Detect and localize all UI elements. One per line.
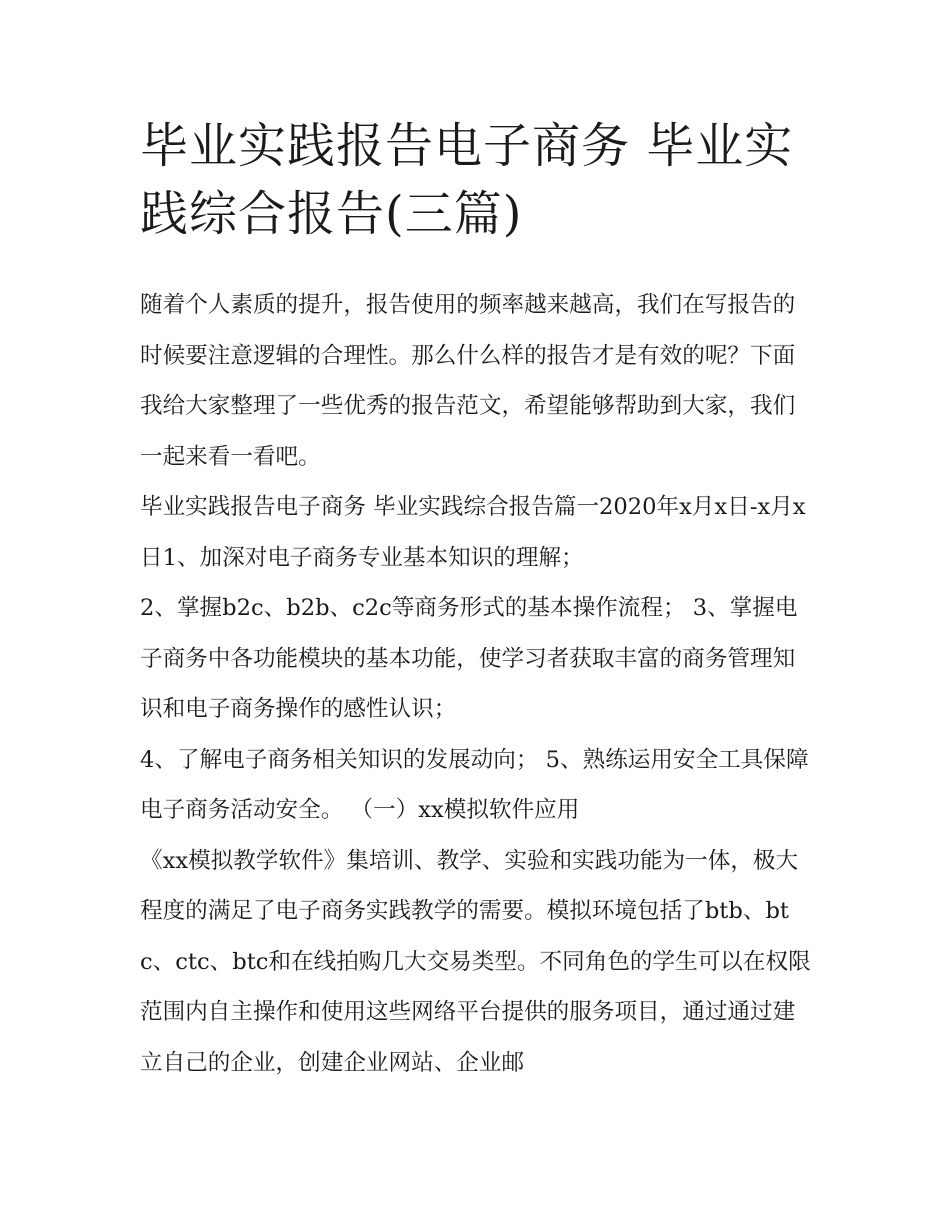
intro-paragraph: 随着个人素质的提升，报告使用的频率越来越高，我们在写报告的时候要注意逻辑的合理性。那么什么样的报告才是有效的呢？下面我给大家整理了一些优秀的报告范文，希望能够帮助到大家，我们一起来看一看吧。 [140, 292, 796, 470]
paragraph-software-description: 《xx模拟教学软件》集培训、教学、实验和实践功能为一体，极大程度的满足了电子商务实践教学的需要。模拟环境包括了btb、btc、ctc、btc和在线拍购几大交易类型。不同角色的学生可以在权限范围内自主操作和使用这些网络平台提供的服务项目，通过通过建立自己的企业，创建企业网站、企业邮 [140, 847, 811, 1076]
paragraph-objectives-continued: 4、了解电子商务相关知识的发展动向； 5、熟练运用安全工具保障电子商务活动安全。 （一）xx模拟软件应用 [140, 746, 809, 823]
document-body [140, 280, 812, 1088]
document-title: 毕业实践报告电子商务 毕业实践综合报告(三篇) [140, 118, 794, 242]
paragraph-report-heading: 毕业实践报告电子商务 毕业实践综合报告篇一2020年x月x日-x月x日1、加深对电子商务专业基本知识的理解； [140, 494, 806, 571]
paragraph-objectives: 2、掌握b2c、b2b、c2c等商务形式的基本操作流程； 3、掌握电子商务中各功能模块的基本功能，使学习者获取丰富的商务管理知识和电子商务操作的感性认识； [140, 595, 798, 722]
